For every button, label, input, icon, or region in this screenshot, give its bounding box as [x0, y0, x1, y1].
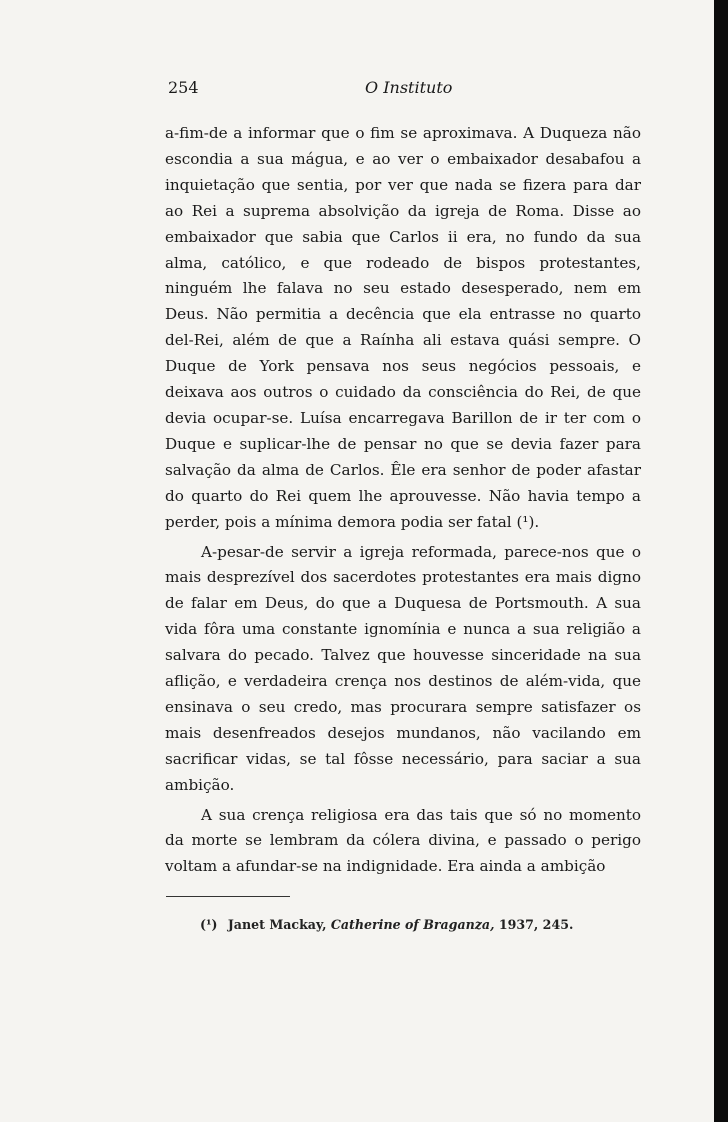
paragraph-3: A sua crença religiosa era das tais que só no momento da morte se lembram da cólera divina, e passado o perigo voltam a afundar-se na indignidade. Era ainda a ambição — [165, 805, 641, 876]
page-number: 254 — [168, 78, 199, 97]
footnote-author: Janet Mackay, — [227, 917, 327, 932]
body-text — [165, 121, 641, 880]
footnote-details: 1937, 245. — [498, 917, 574, 932]
running-title: O Instituto — [365, 78, 453, 97]
footnote-title: Catherine of Braganza, — [330, 917, 495, 932]
paragraph-2: A-pesar-de servir a igreja reformada, parece-nos que o mais desprezível dos sacerdotes protestantes era mais digno de falar em Deus, do que a Duquesa de Portsmouth. A sua vida fôra uma constante ignomínia e nunca a sua religião a salvara do pecado. Talvez que houvesse sinceridade na sua aflição, e verdadeira crença nos destinos de além-vida, que ensinava o seu credo, mas procurara sempre satisfazer os mais desenfreados desejos mundanos, não vacilando em sacrificar vidas, se tal fôsse necessário, para saciar a sua ambição. — [165, 542, 641, 794]
footnote-marker: (¹) — [200, 917, 218, 932]
footnote-divider — [166, 896, 290, 897]
paragraph-1: a-fim-de a informar que o fim se aproximava. A Duqueza não escondia a sua mágua, e ao ver o embaixador desabafou a inquietação que sentia, por ver que nada se fizera para dar ao Rei a suprema absolvição da igreja de Roma. Disse ao embaixador que sabia que Carlos ii era, no fundo da sua alma, católico, e que rodeado de bispos protestantes, ninguém lhe falava no seu estado desesperado, nem em Deus. Não permitia a decência que ela entrasse no quarto del-Rei, além de que a Raínha ali estava quási sempre. O Duque de York pensava nos seus negócios pessoais, e deixava aos outros o cuidado da consciência do Rei, de que devia ocupar-se. Luísa encarregava Barillon de ir ter com o Duque e suplicar-lhe de pensar no que se devia fazer para salvação da alma de Carlos. Êle era senhor de poder afastar do quarto do Rei quem lhe aprouvesse. Não havia tempo a perder, pois a mínima demora podia ser fatal (¹). — [165, 124, 641, 531]
page-header — [0, 78, 714, 100]
footnote — [200, 917, 573, 932]
